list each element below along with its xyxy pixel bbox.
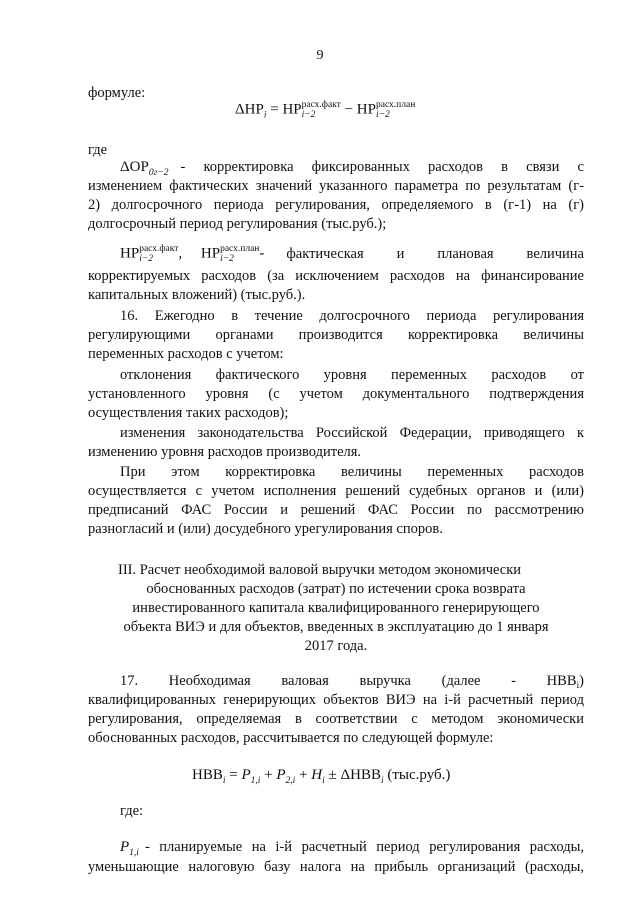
formula-subscript: 0г−2 (148, 168, 169, 178)
section-heading: объекта ВИЭ и для объектов, введенных в эксплуатацию до 1 января (123, 619, 549, 635)
text-line: осуществления таких расходов); (88, 405, 289, 421)
text-line: обоснованных расходов, рассчитывается по следующей формуле: (88, 730, 494, 746)
formula-term: P (276, 767, 286, 783)
formula-subscript: i−2 (375, 110, 390, 120)
formula-term: P (241, 767, 251, 783)
text-line: квалифицированных генерирующих объектов ВИЭ на i-й расчетный период (88, 692, 584, 708)
text-line: переменных расходов с учетом: (88, 346, 284, 362)
symbol-hr-pair (120, 244, 264, 264)
text-line: изменением фактических значений указанного параметра по результатам (г- (88, 178, 584, 194)
section-heading: 2017 года. (304, 638, 368, 654)
text-line: фактическая и плановая величина (286, 245, 584, 262)
text-line: предписаний ФАС России и решений ФАС России по рассмотрению (88, 502, 584, 518)
text-line: изменению уровня расходов производителя. (88, 444, 362, 460)
formula-term: H (311, 767, 323, 783)
section-heading: обоснованных расходов (затрат) по истечении срока возврата (146, 581, 526, 597)
paragraph-16-line: 16. Ежегодно в течение долгосрочного периода регулирования (120, 308, 584, 324)
text-line: 17. Необходимая валовая выручка (далее - НВВ (120, 673, 577, 689)
formula-superscript: расх.факт (301, 100, 341, 110)
formula-subscript: i−2 (220, 254, 234, 264)
page-number: 9 (316, 48, 324, 63)
formula-subscript: i (322, 776, 325, 786)
formula-operator: − (344, 101, 354, 118)
text-line: отклонения фактического уровня переменных расходов от (120, 367, 584, 383)
text-line: установленного уровня (с учетом документального подтверждения (88, 386, 584, 402)
text-line: При этом корректировка величины переменных расходов (120, 464, 584, 480)
formula-term: НР (356, 101, 376, 118)
text-line: долгосрочный период регулирования (тыс.руб.); (88, 216, 387, 232)
formula-separator: , (178, 245, 183, 262)
formula-operator: = (270, 101, 279, 118)
formula-term: НР (120, 245, 140, 262)
text-line: регулирующими органами производится корректировка величины (88, 327, 584, 343)
formula-nvv (192, 767, 450, 786)
formula-subscript: i (222, 776, 226, 786)
formula-unit: (тыс.руб.) (387, 767, 451, 783)
formula-term: ΔОР (120, 159, 149, 175)
text-line: - планируемые на i-й расчетный период регулирования расходы, (144, 839, 584, 855)
text-line: - корректировка фиксированных расходов в связи с (180, 159, 584, 175)
text-line: где (88, 142, 108, 158)
definition-line (120, 244, 584, 264)
text-line: уменьшающие налоговую базу налога на прибыль организаций (расходы, (88, 859, 584, 875)
text-line: 2) долгосрочного периода регулирования, определяемого в (г-1) на (г) (88, 197, 584, 213)
formula-operator: + (264, 767, 273, 783)
formula-term: НР (282, 101, 302, 118)
formula-subscript: i−2 (301, 110, 316, 120)
text-line: формуле: (88, 85, 146, 101)
formula-superscript: расх.факт (139, 244, 179, 254)
text-line: ) (579, 673, 584, 689)
text-line: изменения законодательства Российской Федерации, приводящего к (120, 425, 584, 441)
formula-subscript: 1,i (129, 848, 139, 858)
text-line: капитальных вложений) (тыс.руб.). (88, 287, 306, 303)
formula-operator: ± (328, 767, 337, 783)
formula-operator: = (229, 767, 238, 783)
formula-superscript: расх.план (220, 244, 260, 254)
formula-term: P (120, 839, 130, 855)
formula-subscript: 2,i (285, 776, 296, 786)
section-heading: инвестированного капитала квалифицированного генерирующего (132, 600, 540, 616)
section-heading: III. Расчет необходимой валовой выручки методом экономически (118, 562, 522, 578)
formula-subscript: i (263, 110, 267, 121)
formula-term: ΔНВВ (340, 767, 381, 783)
formula-subscript: i−2 (139, 254, 153, 264)
formula-superscript: расх.план (375, 100, 416, 110)
formula-term: НР (200, 245, 221, 262)
formula-subscript: i (380, 776, 384, 786)
text-line: где: (120, 803, 144, 819)
text-line: разногласий и (или) досудебного урегулирования споров. (88, 521, 443, 537)
text-line: осуществляется с учетом исполнения решений судебных органов и (или) (88, 483, 584, 499)
formula-term: ΔНР (235, 101, 264, 118)
formula-subscript: 1,i (250, 776, 261, 786)
formula-operator: + (299, 767, 308, 783)
text-subscript: i (576, 681, 580, 691)
text-line: регулирования, определяемая в соответствии с методом экономически (88, 711, 584, 727)
formula-delta-hr (235, 100, 415, 120)
formula-term: НВВ (192, 767, 223, 783)
text-line: корректируемых расходов (за исключением расходов на финансирование (88, 268, 584, 284)
formula-separator: - (259, 245, 265, 262)
